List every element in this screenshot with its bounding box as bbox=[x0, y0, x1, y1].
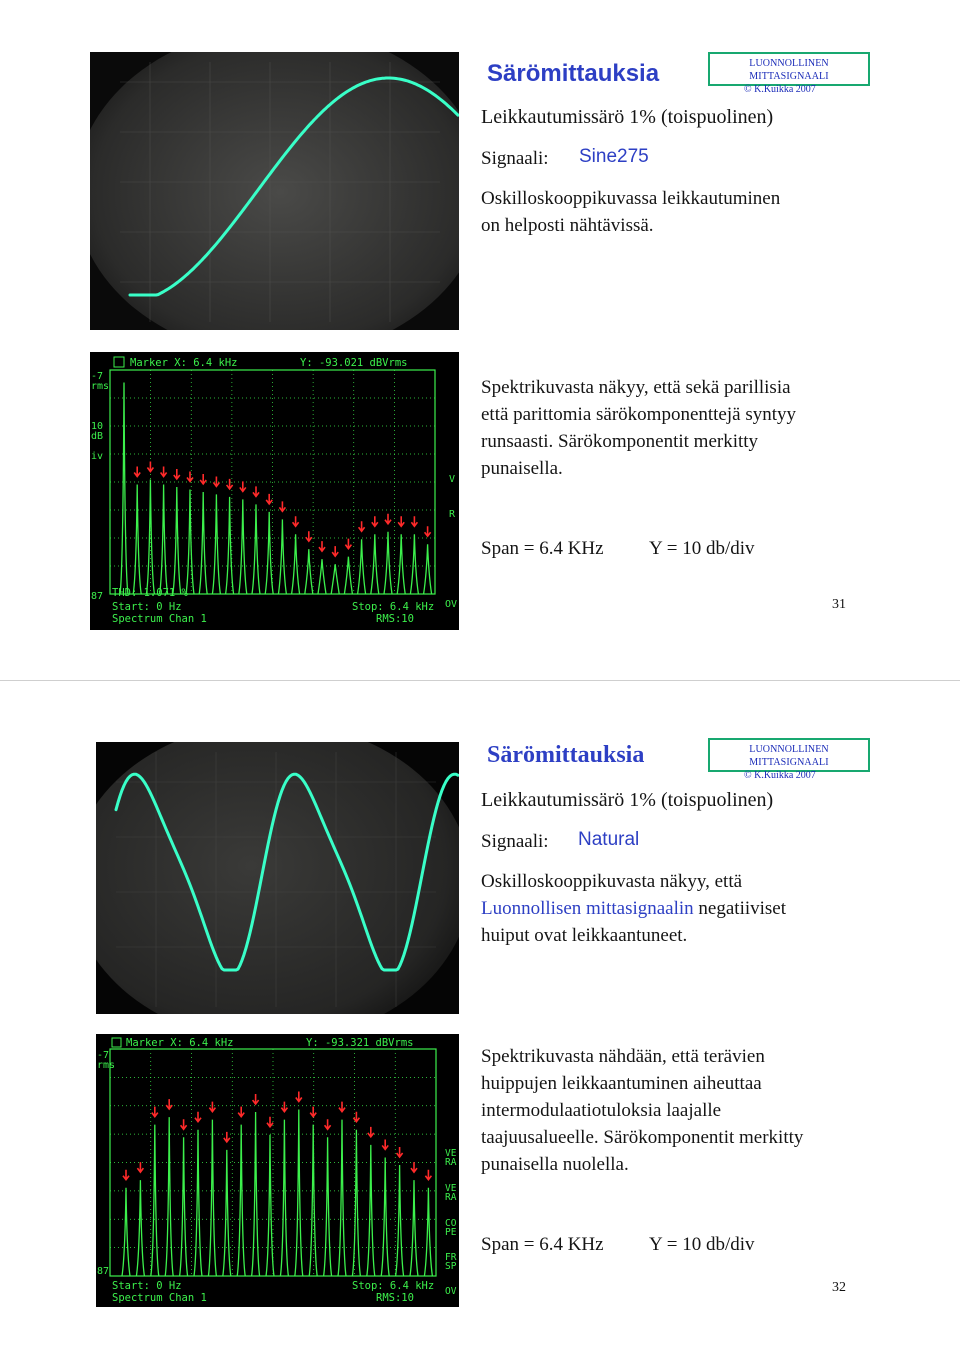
axis-label: -7 bbox=[91, 371, 104, 382]
yscale-label: Y = 10 db/div bbox=[649, 1234, 755, 1255]
oscilloscope-screen bbox=[96, 742, 459, 1014]
highlighted-term: Luonnollisen mittasignaalin bbox=[481, 898, 694, 919]
page-number: 31 bbox=[832, 597, 846, 612]
spectrum-text-line-1: Spektrikuvasta nähdään, että terävien bbox=[481, 1046, 765, 1067]
stop-readout: Stop: 6.4 kHz bbox=[352, 1280, 435, 1292]
badge-line-1: LUONNOLLINEN MITTASIGNAALI bbox=[749, 58, 829, 82]
softkey-label: V bbox=[449, 474, 456, 485]
start-readout: Start: 0 Hz bbox=[112, 601, 182, 613]
spectrum-text-line-2: huippujen leikkaantuminen aiheuttaa bbox=[481, 1073, 762, 1094]
badge-line-2: © K.Kuikka 2007 bbox=[744, 770, 816, 781]
spectrum-text-line-3: runsaasti. Särökomponentit merkitty bbox=[481, 431, 759, 452]
slide-title: Särömittauksia bbox=[487, 742, 645, 768]
axis-label: 87 bbox=[97, 1266, 110, 1277]
slide-title: Särömittauksia bbox=[487, 60, 660, 87]
author-badge bbox=[708, 738, 870, 781]
mode-readout: Spectrum Chan 1 bbox=[112, 1292, 207, 1304]
axis-label: -7 bbox=[97, 1050, 110, 1061]
slide-31 bbox=[0, 0, 960, 680]
signal-label: Signaali: bbox=[481, 148, 549, 169]
softkey-label: VE bbox=[445, 1183, 457, 1194]
axis-unit: rms bbox=[91, 381, 110, 392]
description-line-3: huiput ovat leikkaantuneet. bbox=[481, 925, 688, 946]
scale-label: 10 bbox=[91, 421, 104, 432]
marker-y-readout: Y: -93.321 dBVrms bbox=[306, 1037, 414, 1049]
rms-readout: RMS:10 bbox=[376, 613, 414, 625]
axis-label: 87 bbox=[91, 591, 104, 602]
softkey-label: R bbox=[449, 509, 456, 520]
slide-divider bbox=[0, 680, 960, 681]
axis-unit: rms bbox=[97, 1060, 116, 1071]
spectrum-screen bbox=[96, 1034, 459, 1307]
softkey-label: FR bbox=[445, 1252, 457, 1263]
start-readout: Start: 0 Hz bbox=[112, 1280, 182, 1292]
description-line-1: Oskilloskooppikuvassa leikkautuminen bbox=[481, 188, 781, 209]
oscilloscope-photo-natural bbox=[96, 742, 459, 1014]
slide-heading: Leikkautumissärö 1% (toispuolinen) bbox=[481, 789, 774, 811]
signal-value: Natural bbox=[578, 829, 640, 850]
softkey-label: CO bbox=[445, 1218, 457, 1229]
spectrum-text-line-1: Spektrikuvasta näkyy, että sekä parillisia bbox=[481, 377, 791, 398]
scale-label: iv bbox=[91, 451, 104, 462]
mode-readout: Spectrum Chan 1 bbox=[112, 613, 207, 625]
softkey-label: RA bbox=[445, 1157, 457, 1168]
description-line-1: Oskilloskooppikuvasta näkyy, että bbox=[481, 871, 743, 892]
span-label: Span = 6.4 KHz bbox=[481, 538, 604, 559]
rms-readout: RMS:10 bbox=[376, 1292, 414, 1304]
oscilloscope-screen bbox=[90, 52, 459, 330]
description-line-2: on helposti nähtävissä. bbox=[481, 215, 654, 236]
marker-readout: Marker X: 6.4 kHz bbox=[126, 1037, 234, 1049]
stop-readout: Stop: 6.4 kHz bbox=[352, 601, 435, 613]
softkey-label: RA bbox=[445, 1192, 457, 1203]
spectrum-screen bbox=[90, 352, 459, 630]
description-rest: negatiiviset bbox=[693, 898, 787, 919]
spectrum-analyzer-screenshot-natural bbox=[96, 1034, 459, 1307]
spectrum-text-line-5: punaisella nuolella. bbox=[481, 1154, 629, 1175]
slide-32 bbox=[0, 683, 960, 1367]
signal-value: Sine275 bbox=[579, 146, 649, 167]
softkey-label: OV bbox=[445, 1286, 457, 1297]
spectrum-text-line-4: punaisella. bbox=[481, 458, 563, 479]
badge-line-1: LUONNOLLINEN MITTASIGNAALI bbox=[749, 744, 829, 768]
page-number: 32 bbox=[832, 1280, 846, 1295]
spectrum-text-line-2: että parittomia särökomponenttejä syntyy bbox=[481, 404, 797, 425]
description-line-2 bbox=[481, 895, 786, 922]
slide-heading: Leikkautumissärö 1% (toispuolinen) bbox=[481, 106, 774, 128]
oscilloscope-photo-sine275 bbox=[90, 52, 459, 330]
softkey-label: SP bbox=[445, 1261, 457, 1272]
spectrum-text-line-4: taajuusalueelle. Särökomponentit merkitty bbox=[481, 1127, 804, 1148]
softkey-label: OV bbox=[445, 599, 458, 610]
marker-y-readout: Y: -93.021 dBVrms bbox=[300, 357, 408, 369]
softkey-label: PE bbox=[445, 1227, 457, 1238]
badge-line-2: © K.Kuikka 2007 bbox=[744, 84, 816, 95]
spectrum-text-line-3: intermodulaatiotuloksia laajalle bbox=[481, 1100, 722, 1121]
thd-readout: THD: 1.071 % bbox=[112, 587, 188, 599]
softkey-label: VE bbox=[445, 1148, 457, 1159]
spectrum-analyzer-screenshot-sine275 bbox=[90, 352, 459, 630]
scale-label: dB bbox=[91, 431, 104, 442]
signal-label: Signaali: bbox=[481, 831, 549, 852]
marker-readout: Marker X: 6.4 kHz bbox=[130, 357, 238, 369]
author-badge bbox=[708, 52, 870, 95]
span-label: Span = 6.4 KHz bbox=[481, 1234, 604, 1255]
yscale-label: Y = 10 db/div bbox=[649, 538, 755, 559]
